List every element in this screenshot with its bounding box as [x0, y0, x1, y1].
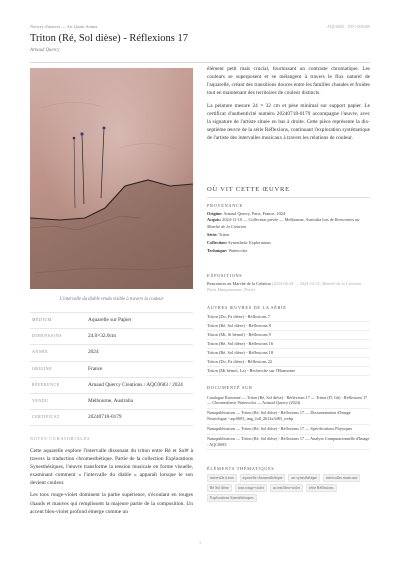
related-work-link[interactable]: Triton (Ré, Sol dièse) - Réflexions 16: [207, 340, 370, 349]
spec-row-year: [30, 344, 193, 360]
notes-paragraph: La peinture mesure 24 × 32 cm et pèse minimal sur support papier. Le certificat d'authenticité numéro 20240718-0179 accompagne l'œuvre, avec la signature de l'artiste située en bas à droite. Cette pièce représente la dix-septième œuvre de la série Réflexions, continuant l'exploration systématique de l'artiste des intervalles musicaux à travers les relations de couleur.: [207, 102, 370, 141]
spec-row-reference: [30, 377, 193, 393]
provenance-section: [207, 203, 370, 255]
documentation-link[interactable]: Nanopublication — Triton (Ré, Sol dièse) - Réflexions 17 — Spécifications Physiques: [207, 425, 370, 435]
spec-value: 24.0×32.0cm: [88, 333, 116, 340]
breadcrumb[interactable]: Notices d'œuvres — Art Quant Anima: [30, 24, 98, 29]
header-divider: [30, 62, 370, 63]
spec-value: France: [88, 365, 103, 372]
serie-label: Série:: [207, 231, 218, 237]
technique-label: Technique:: [207, 248, 228, 254]
theme-tag[interactable]: art synesthétique: [288, 474, 320, 482]
artwork-caption: L'intervalle du diable rendu visible à travers la couleur: [59, 297, 164, 302]
related-works-heading: AUTRES ŒUVRES DE LA SÉRIE: [207, 305, 287, 310]
origin-value: Arnaud Quercy, Paris, France, 2024: [223, 211, 286, 216]
spec-row-medium: [30, 312, 193, 328]
documentation-link[interactable]: Catalogue Raisonné — Triton (Ré, Sol dièse) - Réflexions 17 — Triton (D, G#) - Réflexions 17 — Chromesthetic Watercolor — Arnaud Quercy (2024): [207, 393, 370, 409]
collection-label: Collection:: [207, 240, 228, 246]
spec-row-dimensions: [30, 328, 193, 344]
spec-row-sold: [30, 393, 193, 409]
related-work-link[interactable]: Triton (Do, Fa dièse) - Réflexions 22: [207, 358, 370, 367]
serie-value[interactable]: Triton: [218, 231, 230, 237]
theme-tag[interactable]: intervalle triton: [207, 474, 237, 482]
spec-label: VENDU: [32, 399, 49, 404]
origin-label: Origine:: [207, 211, 223, 216]
top-bar: [30, 24, 370, 32]
related-work-link[interactable]: Triton (Do, Fa dièse) - Réflexions 7: [207, 313, 370, 322]
spec-value: Melbourne, Australia: [88, 398, 134, 405]
notes-paragraph: Les tons rouge-violet dominent la partie supérieure, s'écoulant en rouges chauds et mauves qui remplissent la majeure partie de la composition. Un accent bleu-violet profond émerge comme un: [30, 492, 193, 515]
spec-label: ANNÉE: [32, 350, 49, 355]
exposition-detail: (2024-04-24 → 2024-12-31, Marché de la Création - Paris Montparnasse, Paris): [207, 281, 364, 293]
related-work-link[interactable]: Triton (Ré, Sol dièse) - Réflexions 18: [207, 349, 370, 358]
spec-value: 2024: [88, 349, 99, 356]
theme-tag[interactable]: intervalles musicaux: [323, 474, 360, 482]
exposition-item[interactable]: [207, 281, 370, 294]
theme-tag[interactable]: tons rouge-violet: [235, 484, 267, 492]
artwork-image: [30, 68, 193, 289]
collection-line: [207, 240, 370, 246]
documentation-link[interactable]: Nanopublication — Triton (Ré, Sol dièse) - Réflexions 17 — Documentation d'Image Neurologue - aqc0683_img_full_2612x3483_webp: [207, 409, 370, 425]
acquis-event[interactable]: Rencontres au Marché de la Création: [207, 217, 360, 229]
spec-value: Aquarelle sur Papier: [88, 317, 132, 323]
collection-value[interactable]: Synesthetic Explorations: [228, 240, 271, 246]
themes-section: [207, 466, 370, 502]
specs-table: [30, 312, 193, 426]
related-works-section: [207, 305, 370, 376]
technique-value: Watercolor: [228, 248, 248, 254]
related-work-link[interactable]: Triton (Mi, Si bémol) - Réflexions 9: [207, 331, 370, 340]
notes-continuation: [207, 66, 370, 148]
where-divider: [207, 197, 370, 198]
theme-tags: [207, 474, 370, 502]
spec-label: MÉDIUM: [32, 318, 52, 322]
notes-paragraph: élément petit mais crucial, fournissant un contraste chromatique. Les couleurs se superposent et se mélangent à travers le flux naturel de l'aquarelle, créant des transitions douces entre les familles chaudes et froides tout en maintenant des territoires de couleur distincts.: [207, 66, 370, 96]
spec-label: ORIGINE: [32, 366, 53, 371]
spec-row-certificate: [30, 409, 193, 426]
spec-row-origin: [30, 361, 193, 377]
theme-tag[interactable]: Explorations Synesthésiques: [207, 494, 257, 502]
related-work-link[interactable]: Triton (Ré, Sol dièse) - Réflexions 8: [207, 322, 370, 331]
curatorial-notes-heading: NOTES CURATORIALES: [30, 436, 91, 441]
where-heading: OÙ VIT CETTE ŒUVRE: [207, 186, 290, 193]
serie-line: [207, 232, 370, 238]
spec-value: 20240718-0179: [88, 414, 122, 421]
expositions-heading: EXPOSITIONS: [207, 273, 243, 278]
documentation-section: [207, 385, 370, 450]
theme-tag[interactable]: aquarelle chromesthétique: [240, 474, 286, 482]
exposition-event[interactable]: Rencontres au Marché de la Création: [207, 281, 271, 286]
provenance-heading: PROVENANCE: [207, 203, 243, 208]
page-number: 1: [198, 540, 202, 545]
related-work-link[interactable]: Triton (Mi bémol, La) - Recherche sur l'Harmonie: [207, 367, 370, 376]
theme-tag[interactable]: série Réflexions: [306, 484, 337, 492]
acquis-label: Acquis:: [207, 217, 222, 223]
theme-tag[interactable]: accent bleu-violet: [270, 484, 303, 492]
document-reference: AQC0683 · NTC-000289: [326, 24, 370, 29]
technique-line: [207, 248, 370, 254]
documentation-link[interactable]: Nanopublication — Triton (Ré, Sol dièse) - Réflexions 17 — Analyse Computationnelle d'Image - AQC0683: [207, 435, 370, 451]
artist-name: Arnaud Quercy: [30, 48, 60, 53]
curatorial-notes: [30, 447, 193, 520]
page-title: Triton (Ré, Sol dièse) - Réflexions 17: [30, 33, 188, 44]
acquis-value: 2024-11-10 — Collection privée — Melbourne, Australia lors de: [222, 217, 334, 223]
spec-label: RÉFÉRENCE: [32, 382, 60, 387]
acquis-line: [207, 217, 370, 230]
spec-label: CERTIFICAT: [32, 415, 60, 420]
expositions-section: [207, 273, 370, 294]
documentation-heading: DOCUMENTÉ SUR: [207, 385, 253, 390]
spec-label: DIMENSIONS: [32, 334, 62, 339]
theme-tag[interactable]: Ré Sol dièse: [207, 484, 232, 492]
themes-heading: ÉLÉMENTS THÉMATIQUES: [207, 466, 275, 471]
spec-value: Arnaud Quercy Creations / AQC0683 / 2024: [88, 381, 183, 388]
notes-paragraph: Cette aquarelle explore l'intervalle dissonant du triton entre Ré et Sol# à travers la traduction chromesthétique. Partie de la collection Explorations Synesthésiques, l'œuvre transforme la tension musicale en forme visuelle, examinant comment « l'intervalle du diable » apparaît lorsque le son devient couleur.: [30, 448, 193, 487]
